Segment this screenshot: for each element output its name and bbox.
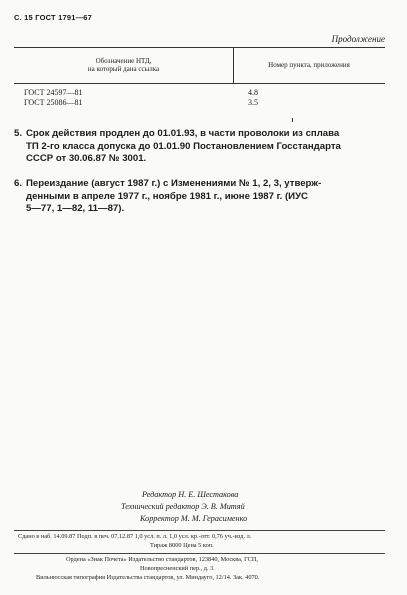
publisher-address: Новопресненский пер., д. 3. bbox=[140, 565, 215, 572]
publisher-line: Ордена «Знак Почета» Издательство стандартов, 123840, Москва, ГСП, bbox=[66, 556, 258, 563]
footer-rule-bottom bbox=[14, 553, 385, 554]
proofreader-credit: Корректор М. М. Герасименко bbox=[140, 514, 248, 523]
table-header-document bbox=[14, 57, 233, 73]
table-header-item: Номер пункта, приложения bbox=[268, 61, 350, 69]
table-row-item: 4.8 bbox=[248, 88, 258, 97]
table-row-doc: ГОСТ 25086—81 bbox=[24, 98, 83, 107]
paragraph-line: денными в апреле 1977 г., ноябре 1981 г., июне 1987 г. (ИУС bbox=[26, 190, 308, 202]
margin-mark bbox=[292, 118, 293, 122]
editor-credit: Редактор Н. Е. Шестакова bbox=[142, 490, 239, 499]
paragraph-line: СССР от 30.06.87 № 3001. bbox=[26, 153, 147, 164]
table-header-document-line1: Обозначение НТД, bbox=[95, 57, 152, 65]
footer-rule-top bbox=[14, 530, 385, 531]
paragraph-line: 5—77, 1—82, 11—87). bbox=[26, 203, 125, 214]
paragraph-number: 6. bbox=[14, 178, 23, 189]
references-table bbox=[14, 47, 385, 113]
table-row-doc: ГОСТ 24597—81 bbox=[24, 88, 83, 97]
table-top-rule bbox=[14, 47, 385, 48]
table-header-rule bbox=[14, 83, 385, 84]
paragraph-line: Срок действия продлен до 01.01.93, в части проволоки из сплава bbox=[26, 128, 340, 139]
table-row-item: 3.5 bbox=[248, 98, 258, 107]
page-header: С. 15 ГОСТ 1791—67 bbox=[14, 13, 93, 22]
table-header-document-line2: на который дана ссылка bbox=[87, 65, 160, 73]
paragraph-line: Переиздание (август 1987 г.) с Изменениями № 1, 2, 3, утверж- bbox=[26, 178, 322, 189]
print-details: Сдано в наб. 14.09.87 Подп. в печ. 07.12.87 1,0 усл. п. л. 1,0 усл. кр.-отт. 0,76 уч.-изд. л. bbox=[18, 533, 252, 540]
print-run: Тираж 8000 Цена 5 коп. bbox=[150, 542, 214, 549]
tech-editor-credit: Технический редактор Э. В. Митяй bbox=[121, 502, 245, 511]
paragraph-number: 5. bbox=[14, 128, 23, 139]
continuation-label: Продолжение bbox=[331, 34, 385, 44]
printer-line: Вильнюсская типография Издательства стандартов, ул. Миндауго, 12/14. Зак. 4070. bbox=[36, 574, 260, 581]
paragraph-line: ТП 2-го класса допуска до 01.01.90 Постановлением Госстандарта bbox=[26, 140, 341, 152]
